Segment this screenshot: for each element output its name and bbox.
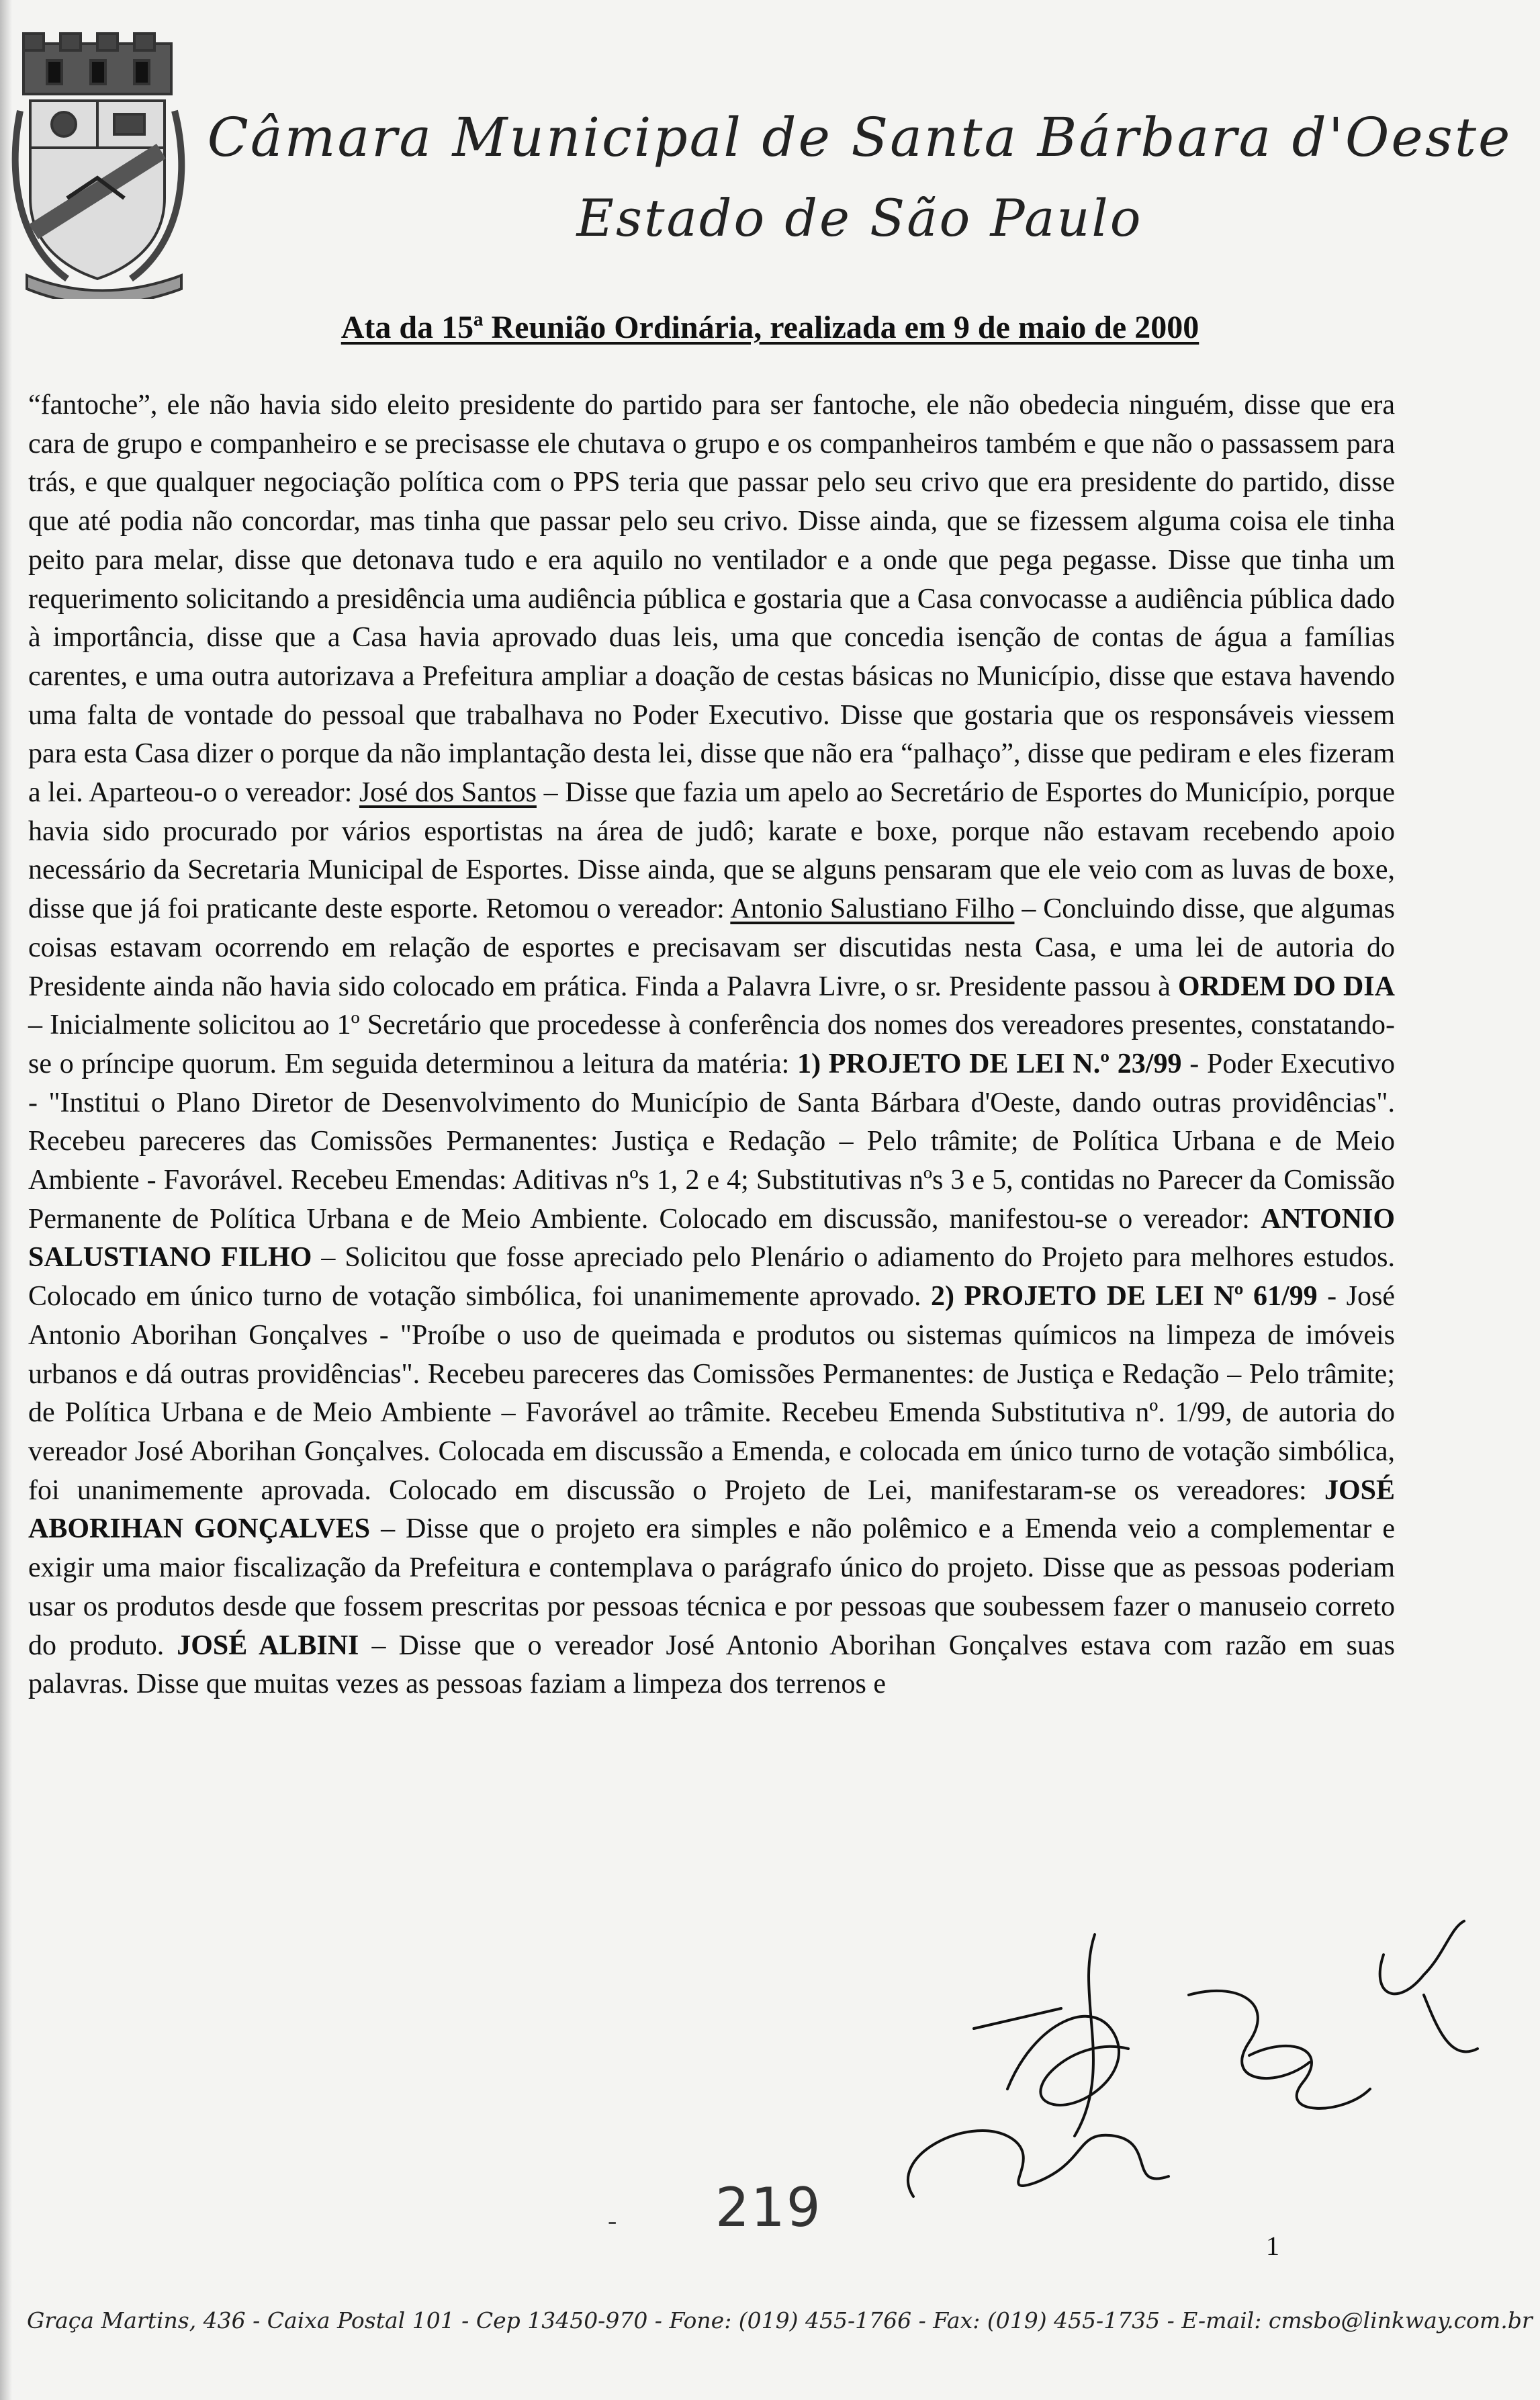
councilor-name-bold: JOSÉ ALBINI — [177, 1630, 359, 1661]
section-heading: ORDEM DO DIA — [1177, 971, 1395, 1002]
bill-heading: 1) PROJETO DE LEI N.º 23/99 — [797, 1048, 1182, 1079]
handwritten-signature-icon — [873, 1914, 1511, 2237]
text-segment: “fantoche”, ele não havia sido eleito presidente do partido para ser fantoche, ele não obedecia ninguém, disse que era cara de grupo e companheiro e se precisasse ele chutava o grupo e os companheiros também e que não o passassem para trás, e que qualquer negociação política com o PPS teria que passar pelo seu crivo que era presidente do partido, disse que até podia não concordar, mas tinha que passar pelo seu crivo. Disse ainda, que se fizessem alguma coisa ele tinha peito para melar, disse que detonava tudo e era aquilo no ventilador e a onde que pega pegasse. Disse que tinha um requerimento solicitando a presidência uma audiência pública e gostaria que a Casa convocasse a audiência pública dado à importância, disse que a Casa havia aprovado duas leis, uma que concedia isenção de contas de água a famílias carentes, e uma outra autorizava a Prefeitura ampliar a doação de cestas básicas no Município, disse que estava havendo uma falta de vontade do pessoal que trabalhava no Poder Executivo. Disse que gostaria que os responsáveis viessem para esta Casa dizer o porque da não implantação desta lei, disse que não era “palhaço”, disse que pediram e eles fizeram a lei. Aparteou-o o vereador: — [28, 390, 1395, 809]
councilor-name-bold: ANTONIO SALUSTIANO FILHO — [28, 1203, 1395, 1274]
margin-mark: 1 — [1266, 2231, 1279, 2261]
minutes-paragraph — [28, 386, 1395, 1704]
page-edge-shadow — [0, 0, 12, 2400]
councilor-name: Antonio Salustiano Filho — [730, 893, 1015, 925]
text-segment: – Disse que o projeto era simples e não polêmico e a Emenda veio a complementar e exigir uma maior fiscalização da Prefeitura e contemplava o parágrafo único do projeto. Disse que as pessoas poderiam usar os produtos desde que fossem prescritas por pessoas técnica e por pessoas que soubessem fazer o manuseio correto do produto. — [28, 1513, 1395, 1661]
text-segment: - José Antonio Aborihan Gonçalves - "Proíbe o uso de queimada e produtos ou sistemas químicos na limpeza de imóveis urbanos e dá outras providências". Recebeu pareceres das Comissões Permanentes: de Justiça e Redação – Pelo trâmite; de Política Urbana e de Meio Ambiente – Favorável ao trâmite. Recebeu Emenda Substitutiva nº. 1/99, de autoria do vereador José Aborihan Gonçalves. Colocada em discussão a Emenda, e colocada em único turno de votação simbólica, foi unanimemente aprovada. Colocado em discussão o Projeto de Lei, manifestaram-se os vereadores: — [28, 1281, 1395, 1506]
document-title-text: Ata da 15ª Reunião Ordinária, realizada em 9 de maio de 2000 — [341, 310, 1199, 345]
municipal-coat-of-arms-icon — [7, 30, 201, 299]
document-title — [0, 308, 1540, 348]
text-segment: – Solicitou que fosse apreciado pelo Plenário o adiamento do Projeto para melhores estudos. Colocado em único turno de votação simbólica, foi unanimemente aprovado. — [28, 1242, 1395, 1313]
minutes-body — [28, 386, 1395, 1704]
letterhead — [201, 101, 1518, 255]
councilor-name-bold: JOSÉ ABORIHAN GONÇALVES — [28, 1474, 1395, 1545]
text-segment: – Disse que o vereador José Antonio Aborihan Gonçalves estava com razão em suas palavras. Disse que muitas vezes as pessoas faziam a limpeza dos terrenos e — [28, 1630, 1395, 1700]
page-number: 219 — [715, 2176, 822, 2239]
councilor-name: José dos Santos — [359, 777, 537, 809]
margin-mark: - — [608, 2205, 617, 2235]
bill-heading: 2) PROJETO DE LEI Nº 61/99 — [930, 1281, 1318, 1313]
footer-address: Graça Martins, 436 - Caixa Postal 101 - Cep 13450-970 - Fone: (019) 455-1766 - Fax: (019) 455-1735 - E-mail: cmsbo@linkway.com.br — [27, 2307, 1533, 2334]
text-segment: – Disse que fazia um apelo ao Secretário de Esportes do Município, porque havia sido procurado por vários esportistas na área de judô; karate e boxe, porque não estavam recebendo apoio necessário da Secretaria Municipal de Esportes. Disse ainda, que se alguns pensaram que ele veio com as luvas de boxe, disse que já foi praticante deste esporte. Retomou o vereador: — [28, 777, 1395, 925]
letterhead-state: Estado de São Paulo — [576, 188, 1143, 248]
text-segment: – Inicialmente solicitou ao 1º Secretário que procedesse à conferência dos nomes dos vereadores presentes, constatando-se o príncipe quorum. Em seguida determinou a leitura da matéria: — [28, 1010, 1395, 1079]
text-segment: - Poder Executivo - "Institui o Plano Diretor de Desenvolvimento do Município de Santa Bárbara d'Oeste, dando outras providências". Recebeu pareceres das Comissões Permanentes: Justiça e Redação – Pelo trâmite; de Política Urbana e de Meio Ambiente - Favorável. Recebeu Emendas: Aditivas nºs 1, 2 e 4; Substitutivas nºs 3 e 5, contidas no Parecer da Comissão Permanente de Política Urbana e de Meio Ambiente. Colocado em discussão, manifestou-se o vereador: — [28, 1048, 1395, 1235]
letterhead-chamber-name: Câmara Municipal de Santa Bárbara d'Oeste — [207, 106, 1512, 169]
text-segment: – Concluindo disse, que algumas coisas estavam ocorrendo em relação de esportes e precisavam ser discutidas nesta Casa, e uma lei de autoria do Presidente ainda não havia sido colocado em prática. Finda a Palavra Livre, o sr. Presidente passou à — [28, 893, 1396, 1002]
